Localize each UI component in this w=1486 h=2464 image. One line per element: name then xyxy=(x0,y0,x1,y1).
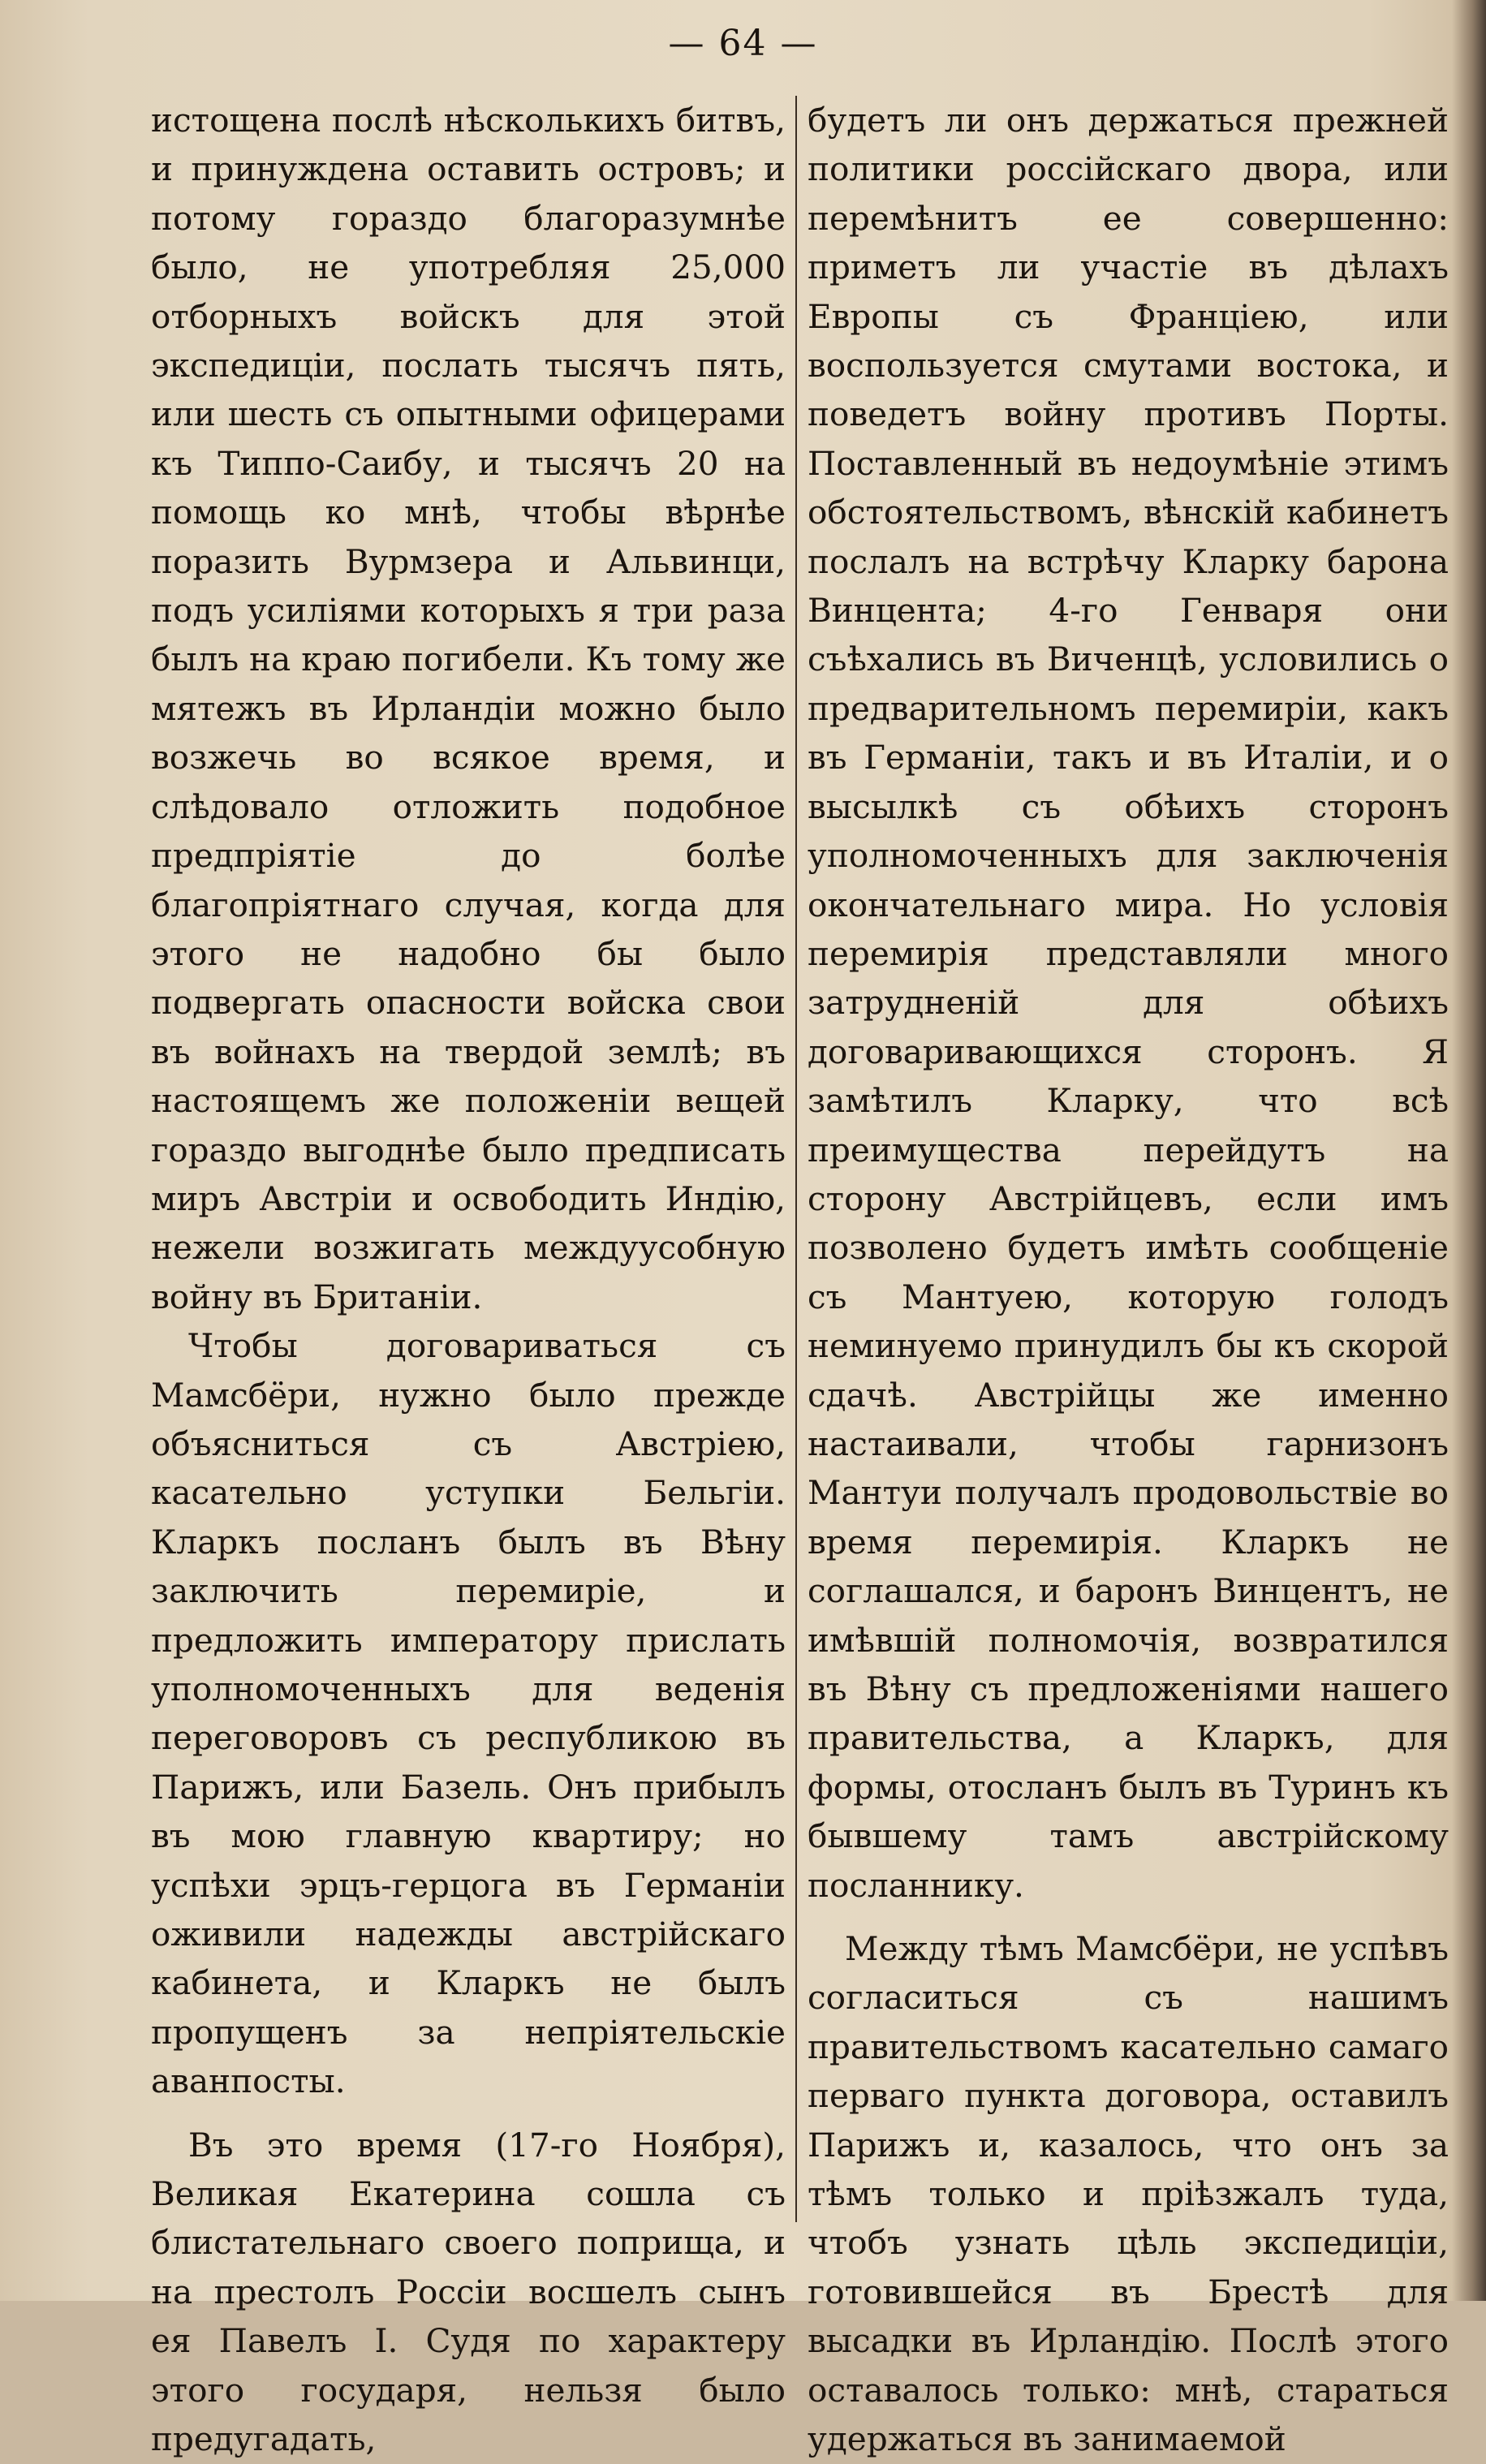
paragraph-left-3: Въ это время (17-го Ноября), Великая Екатерина сошла съ блистательнаго своего поприща, и на престолъ Россіи восшелъ сынъ ея Павелъ I. Судя по характеру этого государя, нельзя было предугадать, xyxy=(151,2125,786,2459)
paragraph-right-2: Между тѣмъ Мамсбёри, не успѣвъ согласиться съ нашимъ правительствомъ касательно самаго перваго пункта договора, оставилъ Парижъ и, казалось, что онъ за тѣмъ только и пріѣзжалъ туда, чтобъ узнать цѣль экспедиціи, готовившейся въ Брестѣ для высадки въ Ирландію. Послѣ этого оставалось только: мнѣ, стараться удержаться въ занимаемой xyxy=(808,1929,1449,2459)
paragraph-left-2: Чтобы договариваться съ Мамсбёри, нужно было прежде объясниться съ Австріею, касательно уступки Бельгіи. Кларкъ посланъ былъ въ Вѣну заключить перемиріе, и предложить императору прислать уполномоченныхъ для веденія переговоровъ съ республикою въ Парижъ, или Базель. Онъ прибылъ въ мою главную квартиру; но успѣхи эрцъ-герцога въ Германіи оживили надежды австрійскаго кабинета, и Кларкъ не былъ пропущенъ за непріятельскіе аванпосты. xyxy=(151,1326,786,2101)
left-column xyxy=(151,96,786,2464)
column-divider xyxy=(795,96,797,2222)
paragraph-left-1: истощена послѣ нѣсколькихъ битвъ, и принуждена оставить островъ; и потому гораздо благоразумнѣе было, не употребляя 25,000 отборныхъ войскъ для этой экспедиціи, послать тысячъ пять, или шесть съ опытными офицерами къ Типпо-Саибу, и тысячъ 20 на помощь ко мнѣ, чтобы вѣрнѣе поразить Вурмзера и Альвинци, подъ усиліями которыхъ я три раза былъ на краю погибели. Къ тому же мятежъ въ Ирландіи можно было возжечь во всякое время, и слѣдовало отложить подобное предпріятіе до болѣе благопріятнаго случая, когда для этого не надобно бы было подвергать опасности войска свои въ войнахъ на твердой землѣ; въ настоящемъ же положеніи вещей гораздо выгоднѣе было предписать миръ Австріи и освободить Индію, нежели возжигать междуусобную войну въ Британіи. xyxy=(151,101,786,1316)
page-edge-shadow xyxy=(1452,0,1486,2301)
page-number: — 64 — xyxy=(668,23,818,64)
paragraph-right-1: будетъ ли онъ держаться прежней политики россійскаго двора, или перемѣнитъ ее совершенно: приметъ ли участіе въ дѣлахъ Европы съ Франціею, или воспользуется смутами востока, и поведетъ войну противъ Порты. Поставленный въ недоумѣніе этимъ обстоятельствомъ, вѣнскій кабинетъ послалъ на встрѣчу Кларку барона Винцента; 4-го Генваря они съѣхались въ Виченцѣ, условились о предварительномъ перемиріи, какъ въ Германіи, такъ и въ Италіи, и о высылкѣ съ обѣихъ сторонъ уполномоченныхъ для заключенія окончательнаго мира. Но условія перемирія представляли много затрудненій для обѣихъ договаривающихся сторонъ. Я замѣтилъ Кларку, что всѣ преимущества перейдутъ на сторону Австрійцевъ, если имъ позволено будетъ имѣть сообщеніе съ Мантуею, которую голодъ неминуемо принудилъ бы къ скорой сдачѣ. Австрійцы же именно настаивали, чтобы гарнизонъ Мантуи получалъ продовольствіе во время перемирія. Кларкъ не соглашался, и баронъ Винцентъ, не имѣвшій полномочія, возвратился въ Вѣну съ предложеніями нашего правительства, а Кларкъ, для формы, отосланъ былъ въ Туринъ къ бывшему тамъ австрійскому посланнику. xyxy=(808,101,1449,1905)
right-column xyxy=(808,96,1449,2464)
